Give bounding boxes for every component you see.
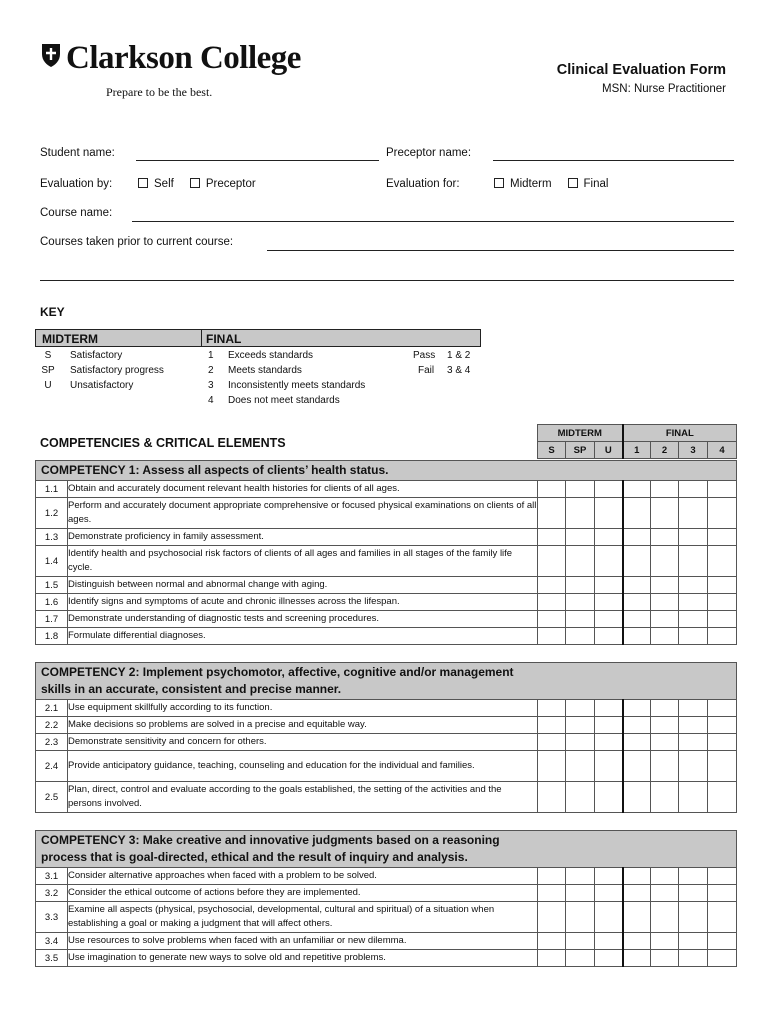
- rating-cell[interactable]: [651, 594, 679, 611]
- courses-prior-label: Courses taken prior to current course:: [40, 236, 234, 248]
- rating-cell[interactable]: [651, 734, 679, 751]
- rating-cell[interactable]: [538, 529, 566, 546]
- midterm-checkbox[interactable]: [494, 178, 504, 188]
- rating-cell[interactable]: [708, 885, 737, 902]
- col-header: S: [538, 442, 566, 459]
- key-fail-label: Fail: [418, 365, 435, 376]
- table-row: [36, 611, 737, 628]
- rating-cell[interactable]: [566, 734, 595, 751]
- rating-cell[interactable]: [595, 700, 623, 717]
- rating-cell[interactable]: [679, 700, 708, 717]
- rating-cell[interactable]: [566, 885, 595, 902]
- rating-cell[interactable]: [623, 933, 651, 950]
- rating-cell[interactable]: [651, 611, 679, 628]
- item-text: Perform and accurately document appropriate comprehensive or focused physical examinations on clients of all ages.: [68, 498, 538, 529]
- rating-cell[interactable]: [566, 868, 595, 885]
- table-row: [36, 868, 737, 885]
- item-number: 1.3: [36, 529, 68, 546]
- evaluation-for-label: Evaluation for:: [386, 178, 460, 190]
- item-number: 1.2: [36, 498, 68, 529]
- rating-cell[interactable]: [623, 950, 651, 967]
- item-text: Consider alternative approaches when faced with a problem to be solved.: [68, 868, 538, 885]
- key-midterm-label: Satisfactory: [70, 350, 123, 361]
- rating-cell[interactable]: [708, 481, 737, 498]
- rating-cell[interactable]: [595, 885, 623, 902]
- item-text: Examine all aspects (physical, psychosocial, developmental, cultural and spiritual) of a situation when establishing a goal or making a judgment that will affect others.: [68, 902, 538, 933]
- item-text: Use imagination to generate new ways to solve old and repetitive problems.: [68, 950, 538, 967]
- rating-cell[interactable]: [595, 950, 623, 967]
- rating-cell[interactable]: [679, 577, 708, 594]
- item-text: Use equipment skillfully according to its function.: [68, 700, 538, 717]
- rating-cell[interactable]: [651, 902, 679, 933]
- rating-cell[interactable]: [595, 717, 623, 734]
- rating-cell[interactable]: [651, 933, 679, 950]
- rating-cell[interactable]: [566, 498, 595, 529]
- rating-cell[interactable]: [623, 628, 651, 645]
- rating-cell[interactable]: [566, 628, 595, 645]
- table-row: [36, 902, 737, 933]
- rating-cell[interactable]: [708, 577, 737, 594]
- competencies-title: COMPETENCIES & CRITICAL ELEMENTS: [40, 436, 286, 450]
- rating-cell[interactable]: [566, 481, 595, 498]
- courses-prior-field-line-2[interactable]: [40, 280, 734, 281]
- rating-cell[interactable]: [679, 628, 708, 645]
- table-row: [36, 734, 737, 751]
- key-pass-label: Pass: [413, 350, 436, 361]
- item-number: 1.4: [36, 546, 68, 577]
- key-header: [35, 329, 481, 347]
- table-row: [36, 751, 737, 782]
- col-header: 4: [708, 442, 737, 459]
- rating-cell[interactable]: [623, 529, 651, 546]
- rating-cell[interactable]: [708, 902, 737, 933]
- rating-cell[interactable]: [623, 902, 651, 933]
- item-number: 3.5: [36, 950, 68, 967]
- item-number: 2.4: [36, 751, 68, 782]
- rating-cell[interactable]: [623, 594, 651, 611]
- table-row: [36, 529, 737, 546]
- competency-table: [35, 830, 737, 967]
- rating-cell[interactable]: [651, 950, 679, 967]
- rating-cell[interactable]: [708, 868, 737, 885]
- rating-cell[interactable]: [651, 751, 679, 782]
- rating-cell[interactable]: [651, 885, 679, 902]
- item-text: Identify signs and symptoms of acute and chronic illnesses across the lifespan.: [68, 594, 538, 611]
- rating-cell[interactable]: [566, 700, 595, 717]
- rating-cell[interactable]: [679, 885, 708, 902]
- key-title: KEY: [40, 305, 65, 319]
- item-number: 1.8: [36, 628, 68, 645]
- tagline: Prepare to be the best.: [106, 85, 213, 99]
- item-text: Demonstrate understanding of diagnostic tests and screening procedures.: [68, 611, 538, 628]
- rating-cell[interactable]: [566, 751, 595, 782]
- item-number: 1.7: [36, 611, 68, 628]
- rating-cell[interactable]: [708, 751, 737, 782]
- rating-cell[interactable]: [538, 885, 566, 902]
- rating-cell[interactable]: [623, 498, 651, 529]
- rating-cell[interactable]: [538, 868, 566, 885]
- table-row: [36, 885, 737, 902]
- rating-cell[interactable]: [595, 868, 623, 885]
- rating-cell[interactable]: [595, 734, 623, 751]
- rating-cell[interactable]: [679, 611, 708, 628]
- rating-cell[interactable]: [679, 717, 708, 734]
- rating-cell[interactable]: [595, 933, 623, 950]
- item-text: Identify health and psychosocial risk factors of clients of all ages and families in all stages of the family life cycle.: [68, 546, 538, 577]
- rating-cell[interactable]: [708, 933, 737, 950]
- evaluation-for-options: [494, 178, 624, 190]
- item-number: 1.5: [36, 577, 68, 594]
- rating-cell[interactable]: [708, 950, 737, 967]
- evaluation-by-options: [138, 178, 272, 190]
- competency-title: COMPETENCY 2: Implement psychomotor, affective, cognitive and/or management skills in an accurate, consistent and precise manner.: [36, 663, 737, 700]
- col-header: 3: [679, 442, 708, 459]
- rating-cell[interactable]: [538, 498, 566, 529]
- key-final-label: Meets standards: [228, 365, 302, 376]
- rating-cell[interactable]: [595, 577, 623, 594]
- rating-cell[interactable]: [623, 700, 651, 717]
- rating-cell[interactable]: [538, 577, 566, 594]
- rating-cell[interactable]: [623, 734, 651, 751]
- key-final-label: Inconsistently meets standards: [228, 380, 366, 391]
- rating-cell[interactable]: [679, 481, 708, 498]
- rating-cell[interactable]: [651, 546, 679, 577]
- rating-cell[interactable]: [538, 734, 566, 751]
- rating-cell[interactable]: [623, 885, 651, 902]
- rating-cell[interactable]: [651, 481, 679, 498]
- rating-cell[interactable]: [595, 546, 623, 577]
- rating-cell[interactable]: [595, 498, 623, 529]
- table-row: [36, 782, 737, 813]
- courses-prior-field[interactable]: [267, 250, 734, 251]
- table-row: [36, 700, 737, 717]
- rating-cell[interactable]: [538, 628, 566, 645]
- form-subtitle: MSN: Nurse Practitioner: [602, 83, 726, 95]
- rating-cell[interactable]: [623, 577, 651, 594]
- crest-icon: [40, 42, 62, 68]
- rating-cell[interactable]: [623, 546, 651, 577]
- rating-cell[interactable]: [538, 717, 566, 734]
- course-name-label: Course name:: [40, 207, 113, 219]
- rating-cell[interactable]: [538, 902, 566, 933]
- item-number: 2.2: [36, 717, 68, 734]
- competency-table: [35, 662, 737, 813]
- key-final-code: 2: [208, 365, 214, 376]
- rating-cell[interactable]: [651, 782, 679, 813]
- item-text: Make decisions so problems are solved in a precise and equitable way.: [68, 717, 538, 734]
- rating-cell[interactable]: [566, 950, 595, 967]
- rating-cell[interactable]: [595, 902, 623, 933]
- rating-cell[interactable]: [708, 594, 737, 611]
- course-name-field[interactable]: [132, 221, 734, 222]
- rating-cell[interactable]: [595, 628, 623, 645]
- rating-cell[interactable]: [538, 594, 566, 611]
- rating-cell[interactable]: [538, 751, 566, 782]
- rating-cell[interactable]: [679, 546, 708, 577]
- rating-cell[interactable]: [708, 700, 737, 717]
- preceptor-checkbox[interactable]: [190, 178, 200, 188]
- rating-cell[interactable]: [679, 751, 708, 782]
- table-row: [36, 950, 737, 967]
- item-number: 3.3: [36, 902, 68, 933]
- rating-cell[interactable]: [623, 611, 651, 628]
- competency-title: COMPETENCY 1: Assess all aspects of clients’ health status.: [36, 461, 737, 481]
- rating-cell[interactable]: [679, 529, 708, 546]
- rating-cell[interactable]: [623, 717, 651, 734]
- rating-cell[interactable]: [566, 782, 595, 813]
- self-option[interactable]: Self: [138, 178, 174, 190]
- evaluation-by-label: Evaluation by:: [40, 178, 113, 190]
- table-row: [36, 577, 737, 594]
- rating-cell[interactable]: [708, 546, 737, 577]
- college-logo: [40, 40, 301, 77]
- key-pass-value: 1 & 2: [447, 350, 471, 361]
- key-final-label: Exceeds standards: [228, 350, 314, 361]
- self-checkbox[interactable]: [138, 178, 148, 188]
- competency-table: [35, 460, 737, 645]
- item-number: 3.2: [36, 885, 68, 902]
- final-checkbox[interactable]: [568, 178, 578, 188]
- rating-cell[interactable]: [679, 734, 708, 751]
- rating-cell[interactable]: [566, 577, 595, 594]
- rating-cell[interactable]: [651, 868, 679, 885]
- rating-cell[interactable]: [708, 717, 737, 734]
- table-row: [36, 481, 737, 498]
- table-row: [36, 933, 737, 950]
- key-midterm-code: SP: [41, 365, 55, 376]
- preceptor-option[interactable]: Preceptor: [190, 178, 256, 190]
- key-final-label: Does not meet standards: [228, 395, 340, 406]
- item-number: 3.1: [36, 868, 68, 885]
- final-header: FINAL: [623, 425, 737, 442]
- key-header-divider: [201, 330, 202, 347]
- rating-cell[interactable]: [651, 700, 679, 717]
- rating-cell[interactable]: [595, 782, 623, 813]
- preceptor-name-label: Preceptor name:: [386, 147, 472, 159]
- item-number: 2.3: [36, 734, 68, 751]
- item-text: Provide anticipatory guidance, teaching, counseling and education for the individual and families.: [68, 751, 538, 782]
- rating-cell[interactable]: [679, 594, 708, 611]
- midterm-option[interactable]: Midterm: [494, 178, 552, 190]
- col-header: SP: [566, 442, 595, 459]
- key-fail-value: 3 & 4: [447, 365, 471, 376]
- item-text: Plan, direct, control and evaluate according to the goals established, the setting of the activities and the persons involved.: [68, 782, 538, 813]
- rating-cell[interactable]: [651, 717, 679, 734]
- item-text: Distinguish between normal and abnormal change with aging.: [68, 577, 538, 594]
- rating-cell[interactable]: [595, 594, 623, 611]
- rating-cell[interactable]: [623, 782, 651, 813]
- rating-cell[interactable]: [566, 717, 595, 734]
- rating-cell[interactable]: [595, 611, 623, 628]
- section-gap: [35, 813, 736, 830]
- key-final-code: 3: [208, 380, 214, 391]
- rating-cell[interactable]: [595, 481, 623, 498]
- item-text: Use resources to solve problems when faced with an unfamiliar or new dilemma.: [68, 933, 538, 950]
- rating-cell[interactable]: [708, 628, 737, 645]
- rating-cell[interactable]: [566, 529, 595, 546]
- rating-cell[interactable]: [679, 498, 708, 529]
- item-text: Demonstrate proficiency in family assessment.: [68, 529, 538, 546]
- table-row: [36, 594, 737, 611]
- rating-cell[interactable]: [566, 594, 595, 611]
- rating-cell[interactable]: [708, 529, 737, 546]
- rating-cell[interactable]: [679, 933, 708, 950]
- item-number: 1.6: [36, 594, 68, 611]
- rating-cell[interactable]: [595, 529, 623, 546]
- rating-cell[interactable]: [679, 868, 708, 885]
- rating-cell[interactable]: [708, 611, 737, 628]
- key-final-header: FINAL: [206, 332, 242, 346]
- logo-text: Clarkson College: [66, 40, 301, 76]
- rating-cell[interactable]: [538, 933, 566, 950]
- item-number: 1.1: [36, 481, 68, 498]
- competencies-container: [35, 460, 736, 967]
- key-midterm-code: S: [44, 350, 52, 361]
- table-row: [36, 498, 737, 529]
- item-number: 2.5: [36, 782, 68, 813]
- item-text: Consider the ethical outcome of actions before they are implemented.: [68, 885, 538, 902]
- key-midterm-label: Satisfactory progress: [70, 365, 164, 376]
- rating-cell[interactable]: [679, 902, 708, 933]
- form-title: Clinical Evaluation Form: [556, 62, 726, 78]
- rating-cell[interactable]: [623, 751, 651, 782]
- rating-cell[interactable]: [538, 611, 566, 628]
- rating-cell[interactable]: [566, 933, 595, 950]
- rating-cell[interactable]: [708, 782, 737, 813]
- rating-cell[interactable]: [566, 546, 595, 577]
- rating-cell[interactable]: [623, 868, 651, 885]
- rating-cell[interactable]: [651, 529, 679, 546]
- rating-header: [537, 424, 737, 459]
- rating-cell[interactable]: [538, 700, 566, 717]
- rating-cell[interactable]: [566, 611, 595, 628]
- table-row: [36, 628, 737, 645]
- table-row: [36, 546, 737, 577]
- rating-cell[interactable]: [708, 734, 737, 751]
- item-text: Demonstrate sensitivity and concern for others.: [68, 734, 538, 751]
- rating-cell[interactable]: [538, 950, 566, 967]
- item-text: Formulate differential diagnoses.: [68, 628, 538, 645]
- rating-cell[interactable]: [679, 782, 708, 813]
- section-gap: [35, 645, 736, 662]
- student-name-field[interactable]: [136, 160, 379, 161]
- item-number: 3.4: [36, 933, 68, 950]
- item-number: 2.1: [36, 700, 68, 717]
- rating-cell[interactable]: [538, 782, 566, 813]
- rating-cell[interactable]: [538, 481, 566, 498]
- rating-cell[interactable]: [538, 546, 566, 577]
- rating-cell[interactable]: [651, 498, 679, 529]
- key-midterm-code: U: [44, 380, 52, 391]
- preceptor-name-field[interactable]: [493, 160, 734, 161]
- rating-cell[interactable]: [651, 628, 679, 645]
- col-header: U: [595, 442, 623, 459]
- key-final-code: 1: [208, 350, 214, 361]
- student-name-label: Student name:: [40, 147, 115, 159]
- rating-cell[interactable]: [708, 498, 737, 529]
- rating-cell[interactable]: [566, 902, 595, 933]
- competency-title: COMPETENCY 3: Make creative and innovative judgments based on a reasoning process that is goal-directed, ethical and the result of inquiry and analysis.: [36, 831, 737, 868]
- final-option[interactable]: Final: [568, 178, 609, 190]
- col-header: 2: [651, 442, 679, 459]
- item-text: Obtain and accurately document relevant health histories for clients of all ages.: [68, 481, 538, 498]
- midterm-header: MIDTERM: [538, 425, 623, 442]
- key-final-code: 4: [208, 395, 214, 406]
- key-midterm-label: Unsatisfactory: [70, 380, 134, 391]
- table-row: [36, 717, 737, 734]
- rating-cell[interactable]: [679, 950, 708, 967]
- rating-cell[interactable]: [651, 577, 679, 594]
- key-midterm-header: MIDTERM: [42, 332, 98, 346]
- col-header: 1: [623, 442, 651, 459]
- rating-cell[interactable]: [595, 751, 623, 782]
- rating-cell[interactable]: [623, 481, 651, 498]
